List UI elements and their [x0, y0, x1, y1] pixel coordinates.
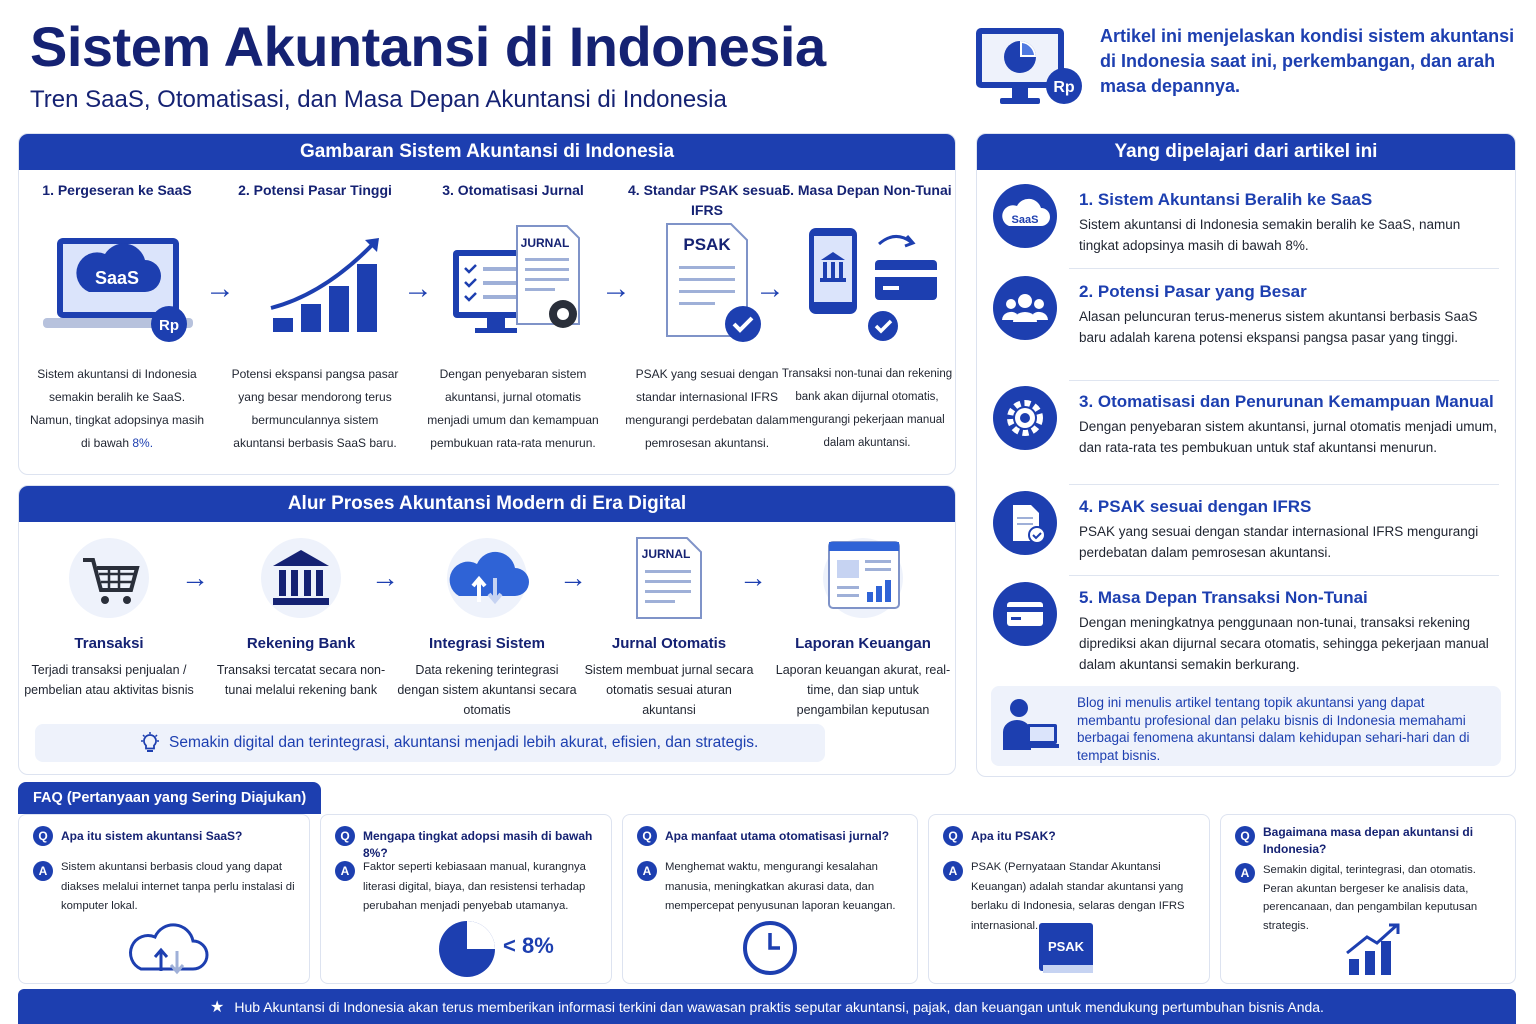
- question-badge: Q: [943, 826, 963, 846]
- faq-question: Apa itu PSAK?: [971, 829, 1056, 843]
- psak-label: PSAK: [683, 235, 731, 254]
- lightbulb-icon: [139, 732, 161, 754]
- arrow-right-icon: →: [371, 562, 399, 593]
- flow-step-transaksi: [19, 536, 199, 700]
- cloud-sync-icon: [439, 536, 535, 620]
- flow-step-desc: Data rekening terintegrasi dengan sistem akuntansi secara otomatis: [397, 663, 577, 717]
- flow-step-desc: Transaksi tercatat secara non-tunai melalui rekening bank: [216, 663, 386, 697]
- overview-item-saas: [27, 180, 207, 455]
- divider: [1069, 268, 1499, 269]
- page-subtitle: Tren SaaS, Otomatisasi, dan Masa Depan Akuntansi di Indonesia: [30, 86, 727, 113]
- saas-cloud-icon: [993, 184, 1057, 248]
- highlight-value: 8%.: [132, 436, 154, 450]
- faq-question: Mengapa tingkat adopsi masih di bawah 8%?: [363, 829, 593, 860]
- answer-badge: A: [1235, 863, 1255, 883]
- rp-label: Rp: [159, 317, 179, 334]
- learn-item-desc: Dengan penyebaran sistem akuntansi, jurnal otomatis menjadi umum, dan rata-rata tes pembukuan untuk staf akuntansi menurun.: [1079, 419, 1497, 455]
- learn-item-desc: Alasan peluncuran terus-menerus sistem akuntansi berbasis SaaS baru adalah karena potensi ekspansi pangsa pasar yang tinggi.: [1079, 309, 1478, 345]
- blog-text: Blog ini menulis artikel tentang topik akuntansi yang dapat membantu profesional dan pelaku bisnis di Indonesia memahami berbagai fenomena akuntansi dalam kehidupan sehari-hari dan di tempat bisnis.: [1077, 695, 1470, 763]
- flow-step-integrasi: [397, 536, 577, 720]
- intro-text: Artikel ini menjelaskan kondisi sistem akuntansi di Indonesia saat ini, perkembangan, dan arah masa depannya.: [1100, 26, 1515, 96]
- rp-badge: Rp: [1053, 79, 1075, 96]
- learning-panel: [976, 133, 1516, 777]
- footer-banner: [18, 989, 1516, 1024]
- divider: [1069, 380, 1499, 381]
- blog-note: [991, 686, 1501, 766]
- star-icon: ★: [210, 998, 225, 1016]
- learn-item-title: 1. Sistem Akuntansi Beralih ke SaaS: [1079, 190, 1373, 209]
- learn-heading: Yang dipelajari dari artikel ini: [977, 134, 1515, 170]
- faq-answer: Menghemat waktu, mengurangi kesalahan manusia, meningkatkan akurasi data, dan mempercepat penyusunan laporan keuangan.: [665, 861, 896, 912]
- overview-item-desc: Dengan penyebaran sistem akuntansi, jurnal otomatis menjadi umum dan kemampuan pembukuan rata-rata menurun.: [427, 367, 599, 450]
- arrow-right-icon: →: [559, 562, 587, 593]
- journal-document-icon: [621, 536, 717, 620]
- pie-slice-icon: [467, 921, 495, 949]
- faq-question: Apa itu sistem akuntansi SaaS?: [61, 829, 243, 843]
- learn-item-title: 3. Otomatisasi dan Penurunan Kemampuan Manual: [1079, 392, 1494, 411]
- faq-card: [928, 814, 1210, 984]
- faq-answer: Sistem akuntansi berbasis cloud yang dapat diakses melalui internet tanpa perlu instalasi di komputer lokal.: [61, 861, 295, 912]
- tip-banner: [35, 724, 825, 762]
- overview-item-market: [225, 180, 405, 455]
- overview-item-cashless: [777, 180, 956, 455]
- divider: [1069, 484, 1499, 485]
- jurnal-label: JURNAL: [520, 236, 570, 250]
- overview-heading: Gambaran Sistem Akuntansi di Indonesia: [19, 134, 955, 170]
- flow-step-title: Transaksi: [74, 635, 144, 652]
- flow-step-rekening: [211, 536, 391, 700]
- answer-badge: A: [335, 861, 355, 881]
- flow-step-title: Integrasi Sistem: [429, 635, 545, 652]
- saas-label: SaaS: [1011, 214, 1039, 226]
- faq-card: [18, 814, 310, 984]
- answer-badge: A: [943, 861, 963, 881]
- overview-item-desc: Sistem akuntansi di Indonesia semakin beralih ke SaaS. Namun, tingkat adopsinya masih di bawah 8%.: [29, 367, 205, 450]
- users-group-icon: [993, 276, 1057, 340]
- overview-item-desc: Potensi ekspansi pangsa pasar yang besar mendorong terus bermunculannya sistem akuntansi berbasis SaaS baru.: [231, 367, 399, 450]
- overview-item-title: 1. Pergeseran ke SaaS: [42, 182, 192, 198]
- person-laptop-icon: [999, 694, 1061, 754]
- faq-heading: FAQ (Pertanyaan yang Sering Diajukan): [18, 782, 321, 814]
- footer-text: Hub Akuntansi di Indonesia akan terus memberikan informasi terkini dan wawasan praktis seputar akuntansi, pajak, dan keuangan untuk mendukung pertumbuhan bisnis Anda.: [234, 998, 1324, 1015]
- flow-step-desc: Laporan keuangan akurat, real-time, dan siap untuk pengambilan keputusan: [775, 663, 951, 717]
- learn-item-desc: Dengan meningkatnya penggunaan non-tunai, transaksi rekening diprediksi akan dijurnal secara otomatis, sehingga pekerjaan manual dalam akuntansi semakin berkurang.: [1079, 615, 1489, 672]
- automation-gear-icon: [993, 386, 1057, 450]
- faq-card: [622, 814, 918, 984]
- faq-card: [320, 814, 612, 984]
- learn-item-title: 4. PSAK sesuai dengan IFRS: [1079, 497, 1312, 516]
- psak-label: PSAK: [1047, 939, 1085, 954]
- arrow-right-icon: →: [755, 272, 785, 305]
- process-flow-panel: [18, 485, 956, 775]
- tip-text: Semakin digital dan terintegrasi, akuntansi menjadi lebih akurat, efisien, dan strategis.: [169, 734, 759, 751]
- credit-card-icon: [993, 582, 1057, 646]
- arrow-right-icon: →: [739, 562, 767, 593]
- bank-icon: [253, 536, 349, 620]
- arrow-right-icon: →: [181, 562, 209, 593]
- shopping-cart-icon: [61, 536, 157, 620]
- learn-item-desc: Sistem akuntansi di Indonesia semakin beralih ke SaaS, namun tingkat adopsinya masih di bawah 8%.: [1079, 217, 1461, 253]
- flow-step-jurnal: [579, 536, 759, 720]
- overview-item-desc: PSAK yang sesuai dengan standar internasional IFRS mengurangi perdebatan dalam pemrosesan akuntansi.: [625, 367, 789, 450]
- growth-chart-icon: [235, 220, 395, 350]
- flow-step-desc: Sistem membuat jurnal secara otomatis sesuai aturan akuntansi: [584, 663, 754, 717]
- faq-answer: PSAK (Pernyataan Standar Akuntansi Keuangan) adalah standar akuntansi yang berlaku di Indonesia, selaras dengan IFRS internasional.: [971, 861, 1185, 932]
- divider: [1069, 575, 1499, 576]
- overview-item-title: 2. Potensi Pasar Tinggi: [238, 182, 392, 198]
- overview-item-desc: Transaksi non-tunai dan rekening bank akan dijurnal otomatis, mengurangi pekerjaan manual dalam akuntansi.: [781, 368, 953, 449]
- pie-chart-icon: [437, 919, 497, 979]
- question-badge: Q: [33, 826, 53, 846]
- overview-panel: [18, 133, 956, 475]
- arrow-right-icon: →: [403, 272, 433, 305]
- learn-item-title: 2. Potensi Pasar yang Besar: [1079, 282, 1307, 301]
- mobile-bank-card-icon: [787, 220, 947, 350]
- saas-label: SaaS: [94, 268, 140, 288]
- learn-item-title: 5. Masa Depan Transaksi Non-Tunai: [1079, 588, 1368, 607]
- learn-item-desc: PSAK yang sesuai dengan standar internasional IFRS mengurangi perdebatan dalam pemrosesan akuntansi.: [1079, 524, 1479, 560]
- overview-item-psak: [617, 180, 797, 455]
- answer-badge: A: [33, 861, 53, 881]
- question-badge: Q: [335, 826, 355, 846]
- faq-card: [1220, 814, 1516, 984]
- faq-answer: Faktor seperti kebiasaan manual, kurangnya literasi digital, biaya, dan resistensi terhadap perubahan menjadi penyebab utamanya.: [363, 861, 586, 912]
- page-title: Sistem Akuntansi di Indonesia: [30, 15, 826, 78]
- adoption-stat: < 8%: [503, 933, 554, 958]
- answer-badge: A: [637, 861, 657, 881]
- flow-heading: Alur Proses Akuntansi Modern di Era Digital: [19, 486, 955, 522]
- question-badge: Q: [637, 826, 657, 846]
- flow-step-title: Jurnal Otomatis: [611, 635, 727, 652]
- document-check-icon: [993, 491, 1057, 555]
- jurnal-label: JURNAL: [641, 547, 691, 561]
- question-badge: Q: [1235, 826, 1255, 846]
- arrow-right-icon: →: [205, 272, 235, 305]
- overview-item-journal: [423, 180, 603, 455]
- flow-step-desc: Terjadi transaksi penjualan / pembelian atau aktivitas bisnis: [24, 663, 194, 697]
- monitor-chart-icon: [972, 24, 1088, 108]
- overview-item-title: 3. Otomatisasi Jurnal: [442, 182, 584, 198]
- faq-question: Apa manfaat utama otomatisasi jurnal?: [665, 829, 890, 843]
- flow-step-title: Laporan Keuangan: [795, 635, 931, 652]
- arrow-right-icon: →: [601, 272, 631, 305]
- laptop-cloud-icon: [37, 220, 197, 350]
- clock-icon: [741, 919, 799, 977]
- faq-question: Bagaimana masa depan akuntansi di Indonesia?: [1263, 825, 1474, 856]
- overview-item-title: 4. Standar PSAK sesuai IFRS: [628, 182, 786, 218]
- overview-item-title: 5. Masa Depan Non-Tunai: [782, 182, 952, 198]
- cloud-upload-icon: [127, 921, 211, 977]
- report-dashboard-icon: [815, 536, 911, 620]
- flow-step-title: Rekening Bank: [246, 635, 356, 652]
- flow-step-laporan: [773, 536, 953, 720]
- journal-monitor-icon: [433, 220, 593, 350]
- faq-answer: Semakin digital, terintegrasi, dan otomatis. Peran akuntan bergeser ke analisis data, perencanaan, dan pengambilan keputusan strategis.: [1263, 864, 1478, 932]
- growth-chart-icon: [1343, 921, 1405, 977]
- psak-book-icon: [1035, 919, 1099, 977]
